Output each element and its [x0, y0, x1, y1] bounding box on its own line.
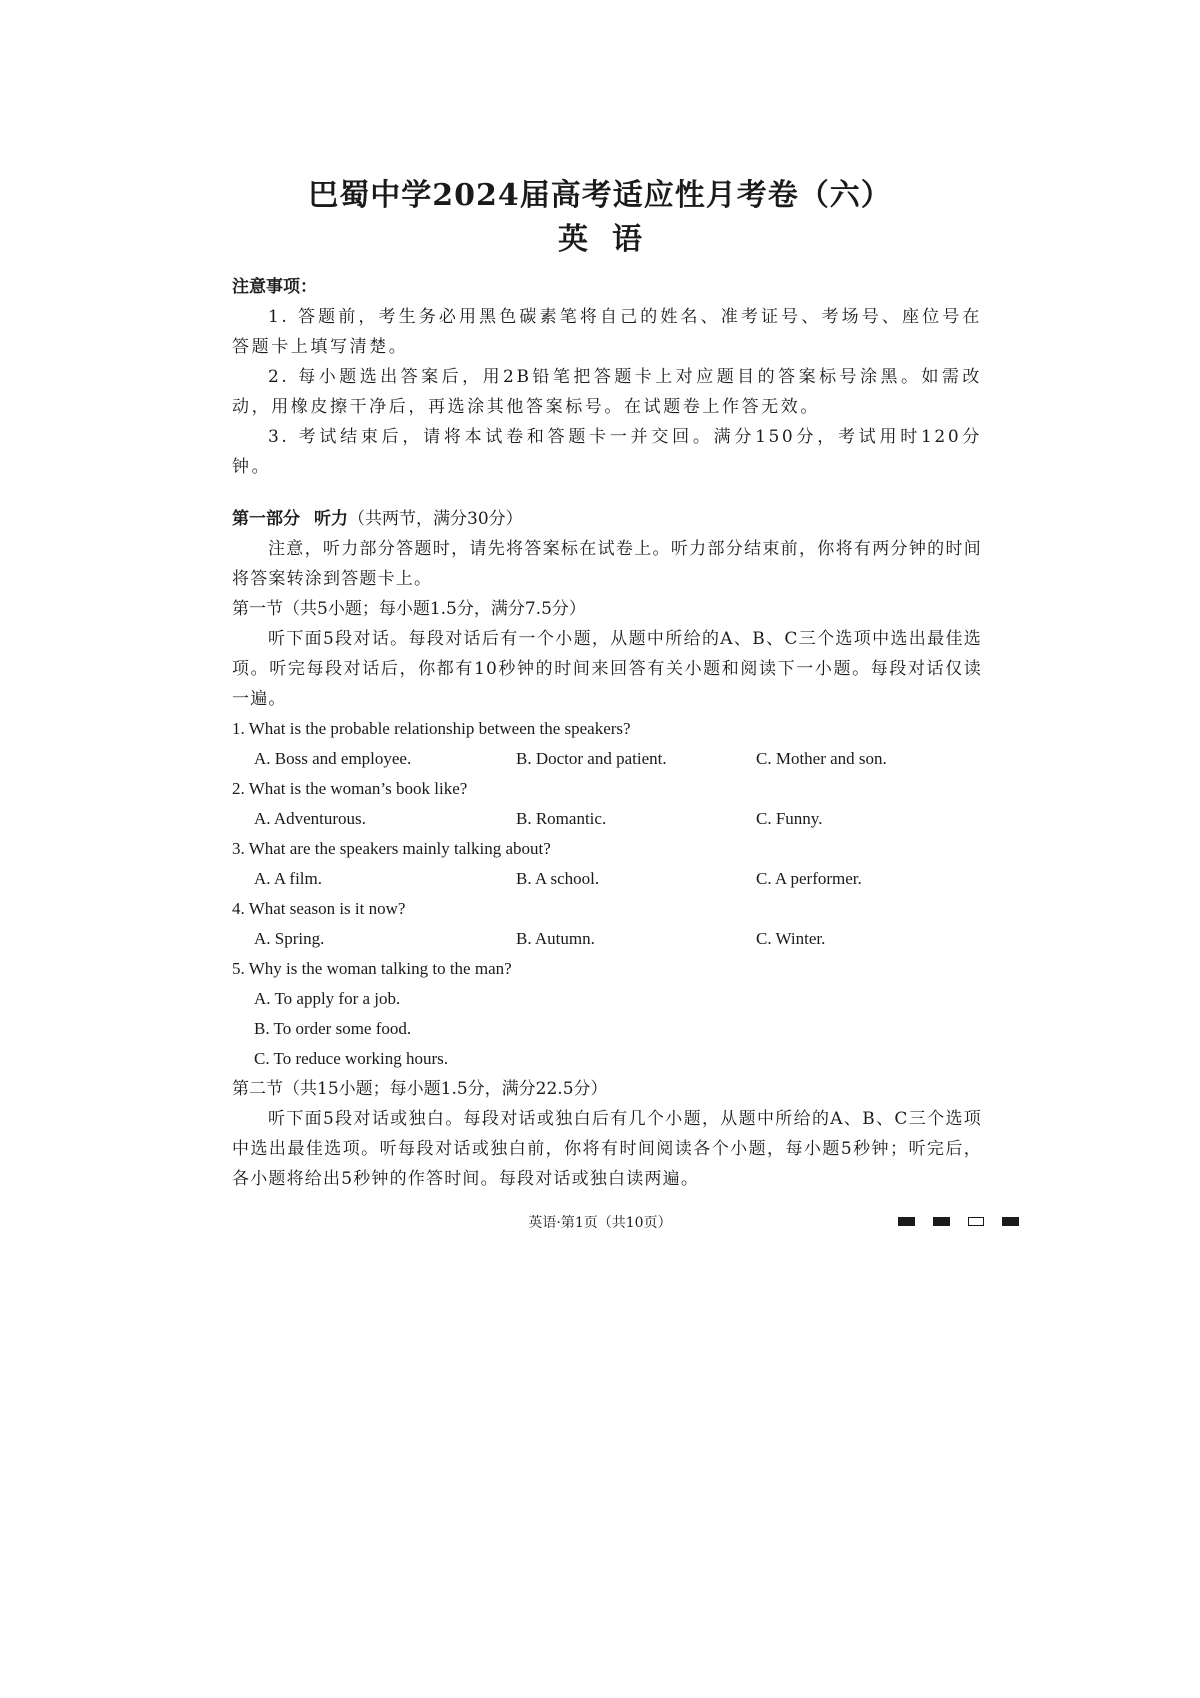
question-3	[232, 834, 982, 894]
part1-heading	[232, 504, 982, 534]
section2-heading: 第二节（共15小题；每小题1.5分，满分22.5分）	[232, 1079, 608, 1099]
part1-meta: （共两节，满分30分）	[348, 509, 523, 529]
solid-mark	[898, 1217, 915, 1226]
notes-block	[232, 272, 982, 482]
section1-instruction: 听下面5段对话。每段对话后有一个小题，从题中所给的A、B、C三个选项中选出最佳选项。听完每段对话后，你都有10秒钟的时间来回答有关小题和阅读下一小题。每段对话仅读一遍。	[232, 629, 982, 709]
option-a: A. To apply for a job.	[254, 989, 401, 1008]
option-b: B. Doctor and patient.	[516, 749, 667, 768]
page-footer: 英语·第1页（共10页）	[528, 1215, 672, 1231]
question-4	[232, 894, 982, 954]
option-c: C. Winter.	[756, 929, 826, 948]
option-c: C. Funny.	[756, 809, 823, 828]
question-options	[232, 804, 982, 834]
question-2	[232, 774, 982, 834]
option-a: A. Boss and employee.	[254, 749, 412, 768]
section1-heading: 第一节（共5小题；每小题1.5分，满分7.5分）	[232, 599, 586, 619]
question-options	[232, 744, 982, 774]
exam-title: 巴蜀中学2024届高考适应性月考卷（六）	[308, 178, 892, 213]
question-text: 4. What season is it now?	[232, 899, 406, 918]
question-5	[232, 954, 982, 1074]
solid-mark	[933, 1217, 950, 1226]
option-c: C. To reduce working hours.	[254, 1049, 448, 1068]
question-text: 5. Why is the woman talking to the man?	[232, 959, 512, 978]
question-options	[232, 984, 982, 1074]
note-item-2: 2. 每小题选出答案后，用2B铅笔把答题卡上对应题目的答案标号涂黑。如需改动，用橡皮擦干净后，再选涂其他答案标号。在试题卷上作答无效。	[232, 367, 982, 417]
part1-instruction: 注意，听力部分答题时，请先将答案标在试卷上。听力部分结束前，你将有两分钟的时间将答案转涂到答题卡上。	[232, 539, 982, 589]
registration-marks	[898, 1217, 1019, 1226]
option-b: B. Autumn.	[516, 929, 595, 948]
option-a: A. A film.	[254, 869, 323, 888]
section2-instruction: 听下面5段对话或独白。每段对话或独白后有几个小题，从题中所给的A、B、C三个选项中选出最佳选项。听每段对话或独白前，你将有时间阅读各个小题，每小题5秒钟；听完后，各小题将给出5秒钟的作答时间。每段对话或独白读两遍。	[232, 1109, 982, 1189]
notes-heading: 注意事项：	[232, 277, 317, 297]
question-text: 3. What are the speakers mainly talking about?	[232, 839, 551, 858]
question-text: 2. What is the woman’s book like?	[232, 779, 468, 798]
note-item-3: 3. 考试结束后，请将本试卷和答题卡一并交回。满分150分，考试用时120分钟。	[232, 427, 982, 477]
part1-number: 第一部分	[232, 509, 300, 529]
option-b: B. A school.	[516, 869, 600, 888]
option-c: C. A performer.	[756, 869, 862, 888]
option-a: A. Spring.	[254, 929, 325, 948]
spacer	[232, 482, 982, 504]
solid-mark	[1002, 1217, 1019, 1226]
part1-name: 听力	[314, 509, 348, 529]
question-text: 1. What is the probable relationship between the speakers?	[232, 719, 631, 738]
option-a: A. Adventurous.	[254, 809, 366, 828]
note-item-1: 1. 答题前，考生务必用黑色碳素笔将自己的姓名、准考证号、考场号、座位号在答题卡上填写清楚。	[232, 307, 982, 357]
question-options	[232, 864, 982, 894]
exam-content	[232, 272, 982, 1194]
option-b: B. To order some food.	[254, 1019, 412, 1038]
option-b: B. Romantic.	[516, 809, 607, 828]
hollow-mark	[968, 1217, 984, 1226]
question-options	[232, 924, 982, 954]
subject-title: 英语	[558, 222, 666, 257]
option-c: C. Mother and son.	[756, 749, 887, 768]
question-1	[232, 714, 982, 774]
